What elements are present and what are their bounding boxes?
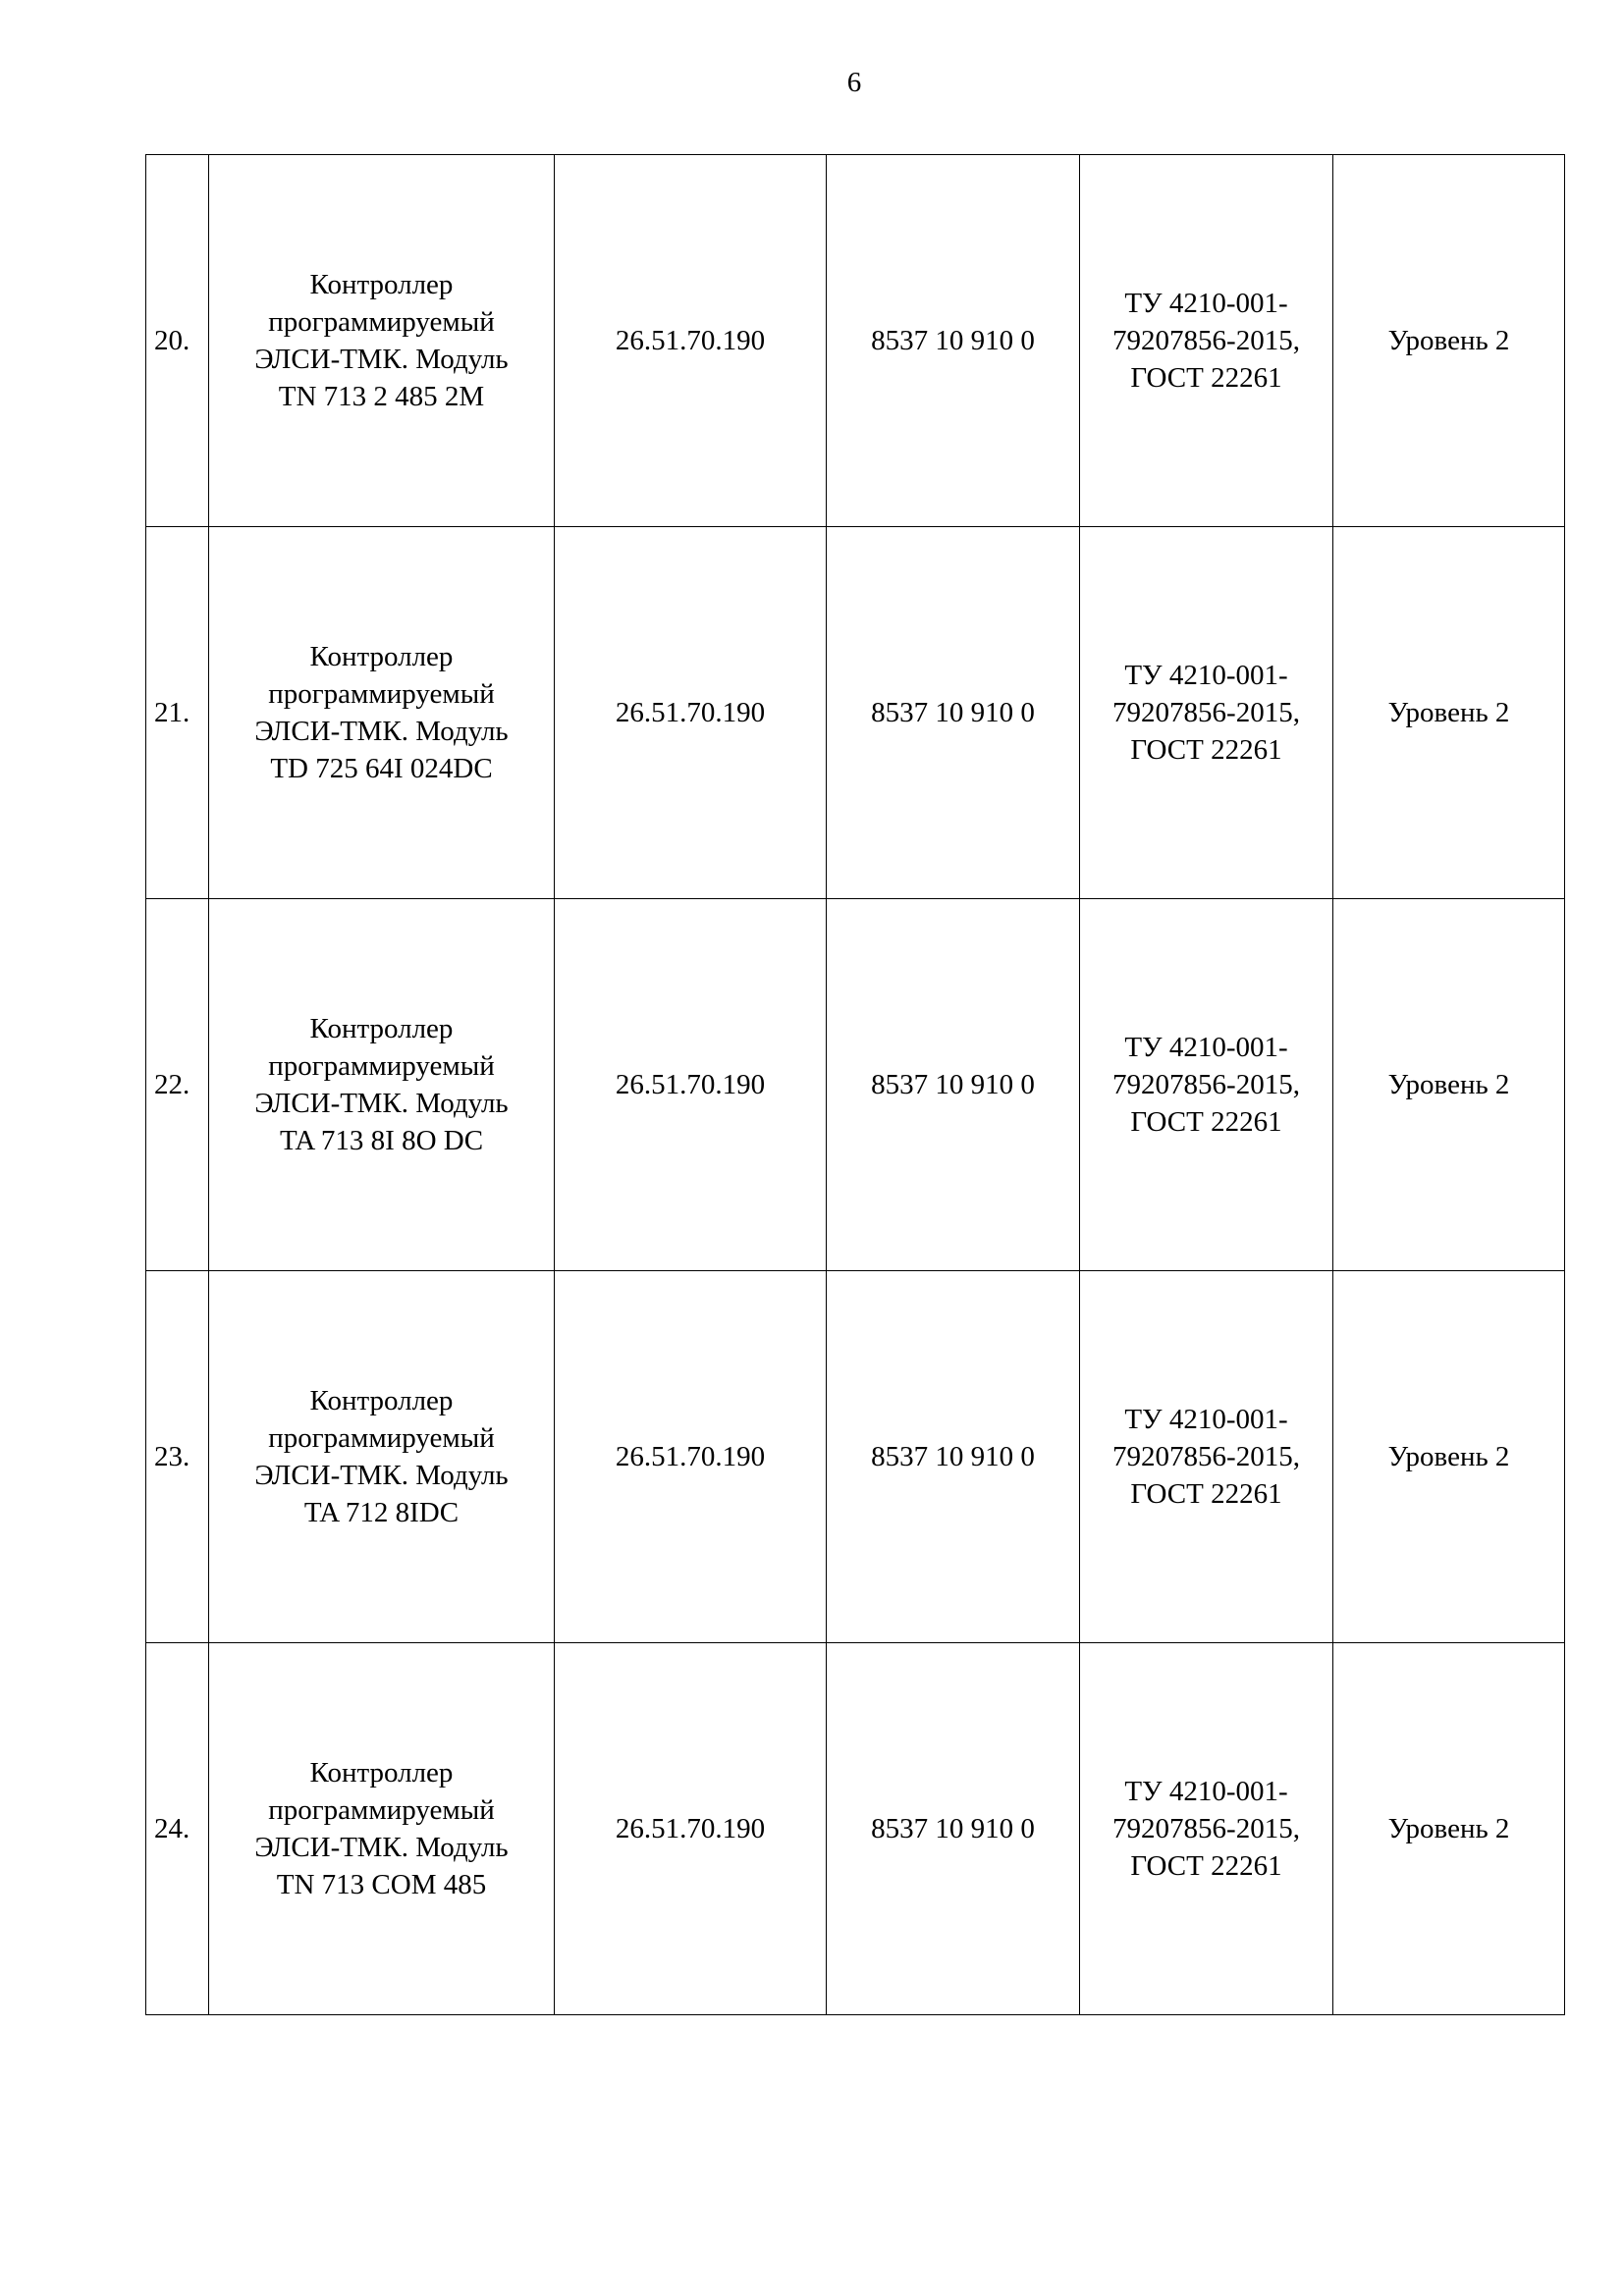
products-table xyxy=(145,154,1565,2015)
standard xyxy=(1080,1643,1333,2015)
standard-line: ГОСТ 22261 xyxy=(1130,1106,1282,1138)
product-name-line: программируемый xyxy=(268,1050,495,1082)
standard-line: ГОСТ 22261 xyxy=(1130,734,1282,766)
product-name-line: программируемый xyxy=(268,306,495,338)
standard-line: 79207856-2015, xyxy=(1112,697,1300,728)
tnved-code: 8537 10 910 0 xyxy=(827,1643,1080,2015)
table-row xyxy=(146,155,1565,527)
tnved-code: 8537 10 910 0 xyxy=(827,1271,1080,1643)
product-name-line: TD 725 64I 024DC xyxy=(270,753,493,784)
tnved-code: 8537 10 910 0 xyxy=(827,155,1080,527)
standard-line: ТУ 4210-001- xyxy=(1124,1776,1288,1807)
standard-line: ГОСТ 22261 xyxy=(1130,1850,1282,1882)
standard-line: ГОСТ 22261 xyxy=(1130,362,1282,394)
level: Уровень 2 xyxy=(1333,1643,1565,2015)
product-name-line: ЭЛСИ-ТМК. Модуль xyxy=(254,1460,509,1491)
product-name-line: программируемый xyxy=(268,678,495,710)
okpd2-code: 26.51.70.190 xyxy=(555,899,827,1271)
okpd2-code: 26.51.70.190 xyxy=(555,1271,827,1643)
product-name-line: Контроллер xyxy=(309,641,454,672)
table-row xyxy=(146,527,1565,899)
product-name-line: ЭЛСИ-ТМК. Модуль xyxy=(254,1832,509,1863)
standard-line: ГОСТ 22261 xyxy=(1130,1478,1282,1510)
standard-line: 79207856-2015, xyxy=(1112,1441,1300,1472)
product-name-line: ЭЛСИ-ТМК. Модуль xyxy=(254,716,509,747)
table-row xyxy=(146,1271,1565,1643)
row-number: 21. xyxy=(146,527,209,899)
okpd2-code: 26.51.70.190 xyxy=(555,1643,827,2015)
product-name-line: ЭЛСИ-ТМК. Модуль xyxy=(254,1088,509,1119)
product-name xyxy=(209,1271,555,1643)
tnved-code: 8537 10 910 0 xyxy=(827,899,1080,1271)
standard-line: ТУ 4210-001- xyxy=(1124,1032,1288,1063)
product-name-line: Контроллер xyxy=(309,1385,454,1416)
standard xyxy=(1080,527,1333,899)
okpd2-code: 26.51.70.190 xyxy=(555,155,827,527)
product-name xyxy=(209,527,555,899)
page-number: 6 xyxy=(846,67,862,98)
standard-line: 79207856-2015, xyxy=(1112,1813,1300,1844)
product-name-line: TN 713 COM 485 xyxy=(276,1869,487,1900)
okpd2-code: 26.51.70.190 xyxy=(555,527,827,899)
level: Уровень 2 xyxy=(1333,527,1565,899)
row-number: 20. xyxy=(146,155,209,527)
product-name xyxy=(209,899,555,1271)
standard-line: ТУ 4210-001- xyxy=(1124,1404,1288,1435)
product-name-line: TN 713 2 485 2M xyxy=(278,381,485,412)
product-name-line: Контроллер xyxy=(309,1013,454,1044)
standard xyxy=(1080,899,1333,1271)
level: Уровень 2 xyxy=(1333,1271,1565,1643)
product-name-line: Контроллер xyxy=(309,1757,454,1789)
product-name-line: TA 712 8IDC xyxy=(303,1497,460,1528)
table-row xyxy=(146,899,1565,1271)
row-number: 23. xyxy=(146,1271,209,1643)
standard xyxy=(1080,155,1333,527)
product-name xyxy=(209,155,555,527)
product-name-line: программируемый xyxy=(268,1422,495,1454)
row-number: 24. xyxy=(146,1643,209,2015)
row-number: 22. xyxy=(146,899,209,1271)
standard-line: ТУ 4210-001- xyxy=(1124,288,1288,319)
tnved-code: 8537 10 910 0 xyxy=(827,527,1080,899)
standard-line: 79207856-2015, xyxy=(1112,1069,1300,1100)
product-name-line: программируемый xyxy=(268,1794,495,1826)
product-name xyxy=(209,1643,555,2015)
product-name-line: Контроллер xyxy=(309,269,454,300)
level: Уровень 2 xyxy=(1333,899,1565,1271)
product-name-line: ЭЛСИ-ТМК. Модуль xyxy=(254,344,509,375)
level: Уровень 2 xyxy=(1333,155,1565,527)
standard-line: 79207856-2015, xyxy=(1112,325,1300,356)
standard xyxy=(1080,1271,1333,1643)
table-row xyxy=(146,1643,1565,2015)
product-name-line: TA 713 8I 8O DC xyxy=(279,1125,484,1156)
standard-line: ТУ 4210-001- xyxy=(1124,660,1288,691)
